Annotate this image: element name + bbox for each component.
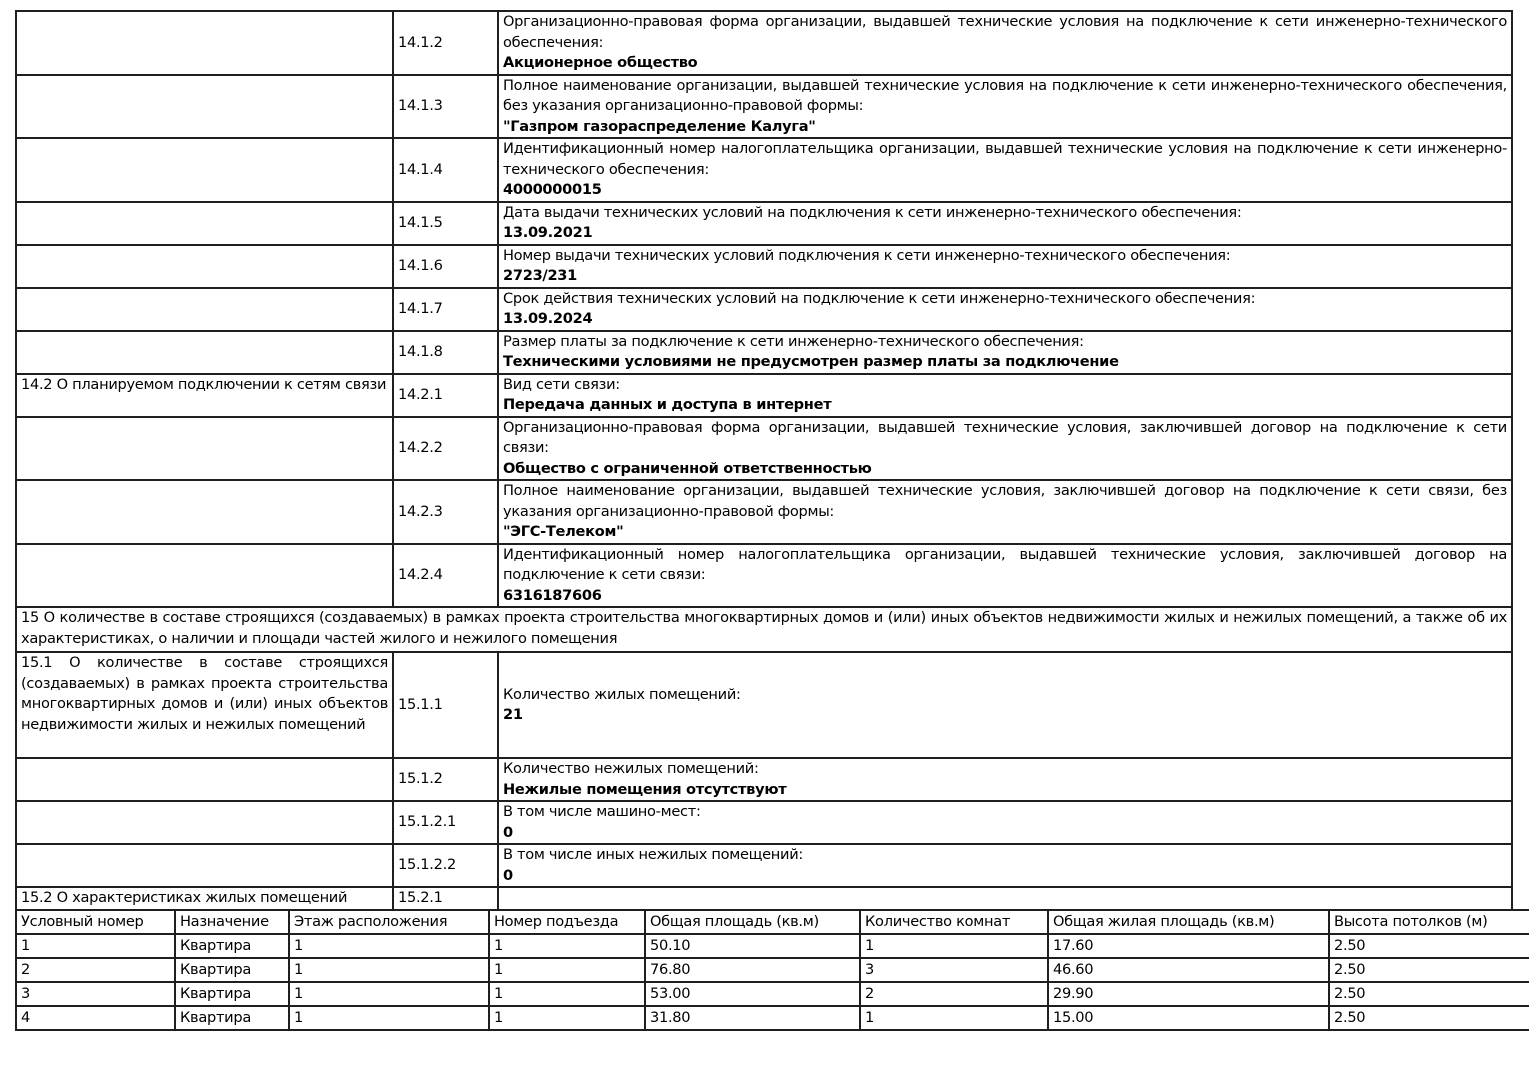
item-content (498, 288, 1512, 331)
column-header-purpose: Назначение (175, 910, 289, 934)
apartment-cell: Квартира (175, 958, 289, 982)
item-label: Вид сети связи: (503, 375, 620, 393)
item-code: 14.2.2 (393, 417, 498, 481)
item-value: Техническими условиями не предусмотрен размер платы за подключение (503, 353, 1119, 370)
item-value: Передача данных и доступа в интернет (503, 396, 832, 413)
section-cell (16, 417, 393, 481)
declaration-row-15-1-2 (16, 758, 1512, 801)
item-content (498, 544, 1512, 608)
section-cell (16, 75, 393, 139)
apartment-cell: 4 (16, 1006, 175, 1030)
item-code: 14.1.6 (393, 245, 498, 288)
item-label: Идентификационный номер налогоплательщика организации, выдавшей технические условия на подключение к сети инженерно-технического обеспечения: (503, 140, 1507, 178)
apartment-cell: 1 (489, 982, 645, 1006)
item-value: Нежилые помещения отсутствуют (503, 780, 787, 798)
apartment-row-1 (16, 934, 1529, 958)
column-header-rooms: Количество комнат (860, 910, 1048, 934)
item-content (498, 138, 1512, 202)
section-cell (16, 480, 393, 544)
apartment-cell: 1 (860, 934, 1048, 958)
item-label: Идентификационный номер налогоплательщика организации, выдавшей технические условия, заключившей договор на подключение к сети связи: (503, 545, 1507, 583)
apartment-cell: 3 (860, 958, 1048, 982)
apartment-row-2 (16, 958, 1529, 982)
section-cell: 15.2 О характеристиках жилых помещений (16, 887, 393, 910)
declaration-row-15-1-1 (16, 652, 1512, 758)
apartment-cell: 50.10 (645, 934, 860, 958)
apartment-cell: 2 (16, 958, 175, 982)
column-header-ceiling-height: Высота потолков (м) (1329, 910, 1529, 934)
item-code: 14.1.4 (393, 138, 498, 202)
section-cell (16, 245, 393, 288)
item-value: 21 (503, 706, 523, 723)
item-code: 14.2.4 (393, 544, 498, 608)
item-label: Полное наименование организации, выдавшей технические условия, заключившей договор на подключение к сети связи, без указания организационно-правовой формы: (503, 482, 1507, 520)
apartment-row-4 (16, 1006, 1529, 1030)
apartment-cell: 31.80 (645, 1006, 860, 1030)
apartment-cell: 1 (860, 1006, 1048, 1030)
apartment-cell: 2 (860, 982, 1048, 1006)
item-label: Размер платы за подключение к сети инженерно-технического обеспечения: (503, 332, 1084, 350)
declaration-row-14-1-5 (16, 202, 1512, 245)
item-code: 15.1.2.2 (393, 844, 498, 887)
apartment-cell: 1 (489, 934, 645, 958)
section-cell (16, 801, 393, 844)
item-content (498, 331, 1512, 374)
item-value: 2723/231 (503, 267, 578, 284)
item-value: "Газпром газораспределение Калуга" (503, 117, 816, 135)
apartment-cell: 1 (289, 958, 489, 982)
column-header-total-area: Общая площадь (кв.м) (645, 910, 860, 934)
item-content (498, 417, 1512, 481)
column-header-entrance: Номер подъезда (489, 910, 645, 934)
item-content (498, 202, 1512, 245)
item-content (498, 245, 1512, 288)
declaration-row-14-2-1 (16, 374, 1512, 417)
declaration-row-14-2-4 (16, 544, 1512, 608)
apartment-cell: 76.80 (645, 958, 860, 982)
item-content (498, 374, 1512, 417)
declaration-row-14-1-8 (16, 331, 1512, 374)
item-code: 14.2.3 (393, 480, 498, 544)
section-cell (16, 331, 393, 374)
section-cell: 15.1 О количестве в составе строящихся (создаваемых) в рамках проекта строительства многоквартирных домов и (или) иных объектов недвижимости жилых и нежилых помещений (16, 652, 393, 758)
declaration-row-14-1-4 (16, 138, 1512, 202)
apartment-cell: 2.50 (1329, 1006, 1529, 1030)
section-15-heading-row (16, 607, 1512, 652)
apartment-cell: 15.00 (1048, 1006, 1329, 1030)
declaration-row-15-2-1 (16, 887, 1512, 910)
apartment-cell: 53.00 (645, 982, 860, 1006)
item-value: 13.09.2024 (503, 310, 593, 327)
item-code: 14.1.5 (393, 202, 498, 245)
declaration-row-14-1-6 (16, 245, 1512, 288)
item-label: В том числе машино-мест: (503, 803, 701, 820)
section-15-heading: 15 О количестве в составе строящихся (создаваемых) в рамках проекта строительства многоквартирных домов и (или) иных объектов недвижимости жилых и нежилых помещений, а также об их характеристиках, о наличии и площади частей жилого и нежилого помещения (16, 607, 1512, 652)
apartment-cell: 2.50 (1329, 958, 1529, 982)
column-header-living-area: Общая жилая площадь (кв.м) (1048, 910, 1329, 934)
apartments-table (15, 909, 1529, 1031)
item-content (498, 75, 1512, 139)
declaration-row-14-1-2 (16, 11, 1512, 75)
apartment-cell: 46.60 (1048, 958, 1329, 982)
apartment-cell: 1 (289, 934, 489, 958)
item-label: Организационно-правовая форма организации, выдавшей технические условия, заключившей договор на подключение к сети связи: (503, 418, 1507, 456)
apartments-header-row (16, 910, 1529, 934)
declaration-row-14-1-3 (16, 75, 1512, 139)
item-content (498, 844, 1512, 887)
item-value: 4000000015 (503, 181, 602, 198)
apartment-cell: 2.50 (1329, 934, 1529, 958)
section-cell (16, 138, 393, 202)
item-label: Полное наименование организации, выдавшей технические условия на подключение к сети инженерно-технического обеспечения, без указания организационно-правовой формы: (503, 76, 1507, 114)
declaration-row-15-1-2-1 (16, 801, 1512, 844)
item-content (498, 887, 1512, 910)
item-code: 14.1.8 (393, 331, 498, 374)
item-label: Количество жилых помещений: (503, 685, 741, 703)
declaration-row-14-2-3 (16, 480, 1512, 544)
item-label: Номер выдачи технических условий подключения к сети инженерно-технического обеспечения: (503, 246, 1231, 264)
apartment-cell: 1 (16, 934, 175, 958)
item-code: 15.2.1 (393, 887, 498, 910)
section-cell (16, 544, 393, 608)
declaration-row-15-1-2-2 (16, 844, 1512, 887)
item-label: Количество нежилых помещений: (503, 760, 759, 777)
apartment-cell: 17.60 (1048, 934, 1329, 958)
declaration-row-14-2-2 (16, 417, 1512, 481)
item-label: Организационно-правовая форма организации, выдавшей технические условия на подключение к сети инженерно-технического обеспечения: (503, 13, 1507, 51)
item-content (498, 11, 1512, 75)
item-value: 0 (503, 866, 513, 884)
apartment-cell: 2.50 (1329, 982, 1529, 1006)
item-value: 0 (503, 823, 513, 841)
section-cell (16, 288, 393, 331)
section-cell (16, 758, 393, 801)
declaration-row-14-1-7 (16, 288, 1512, 331)
apartment-row-3 (16, 982, 1529, 1006)
section-cell (16, 844, 393, 887)
item-value: Акционерное общество (503, 54, 698, 71)
item-code: 15.1.2 (393, 758, 498, 801)
column-header-floor: Этаж расположения (289, 910, 489, 934)
apartment-cell: 1 (489, 1006, 645, 1030)
item-content (498, 758, 1512, 801)
apartment-cell: 3 (16, 982, 175, 1006)
item-code: 14.1.7 (393, 288, 498, 331)
item-value: Общество с ограниченной ответственностью (503, 459, 872, 477)
item-code: 15.1.1 (393, 652, 498, 758)
item-code: 15.1.2.1 (393, 801, 498, 844)
apartment-cell: Квартира (175, 934, 289, 958)
apartment-cell: 1 (289, 1006, 489, 1030)
item-label: Дата выдачи технических условий на подключения к сети инженерно-технического обеспечения: (503, 203, 1242, 221)
item-label: Срок действия технических условий на подключение к сети инженерно-технического обеспечения: (503, 289, 1256, 307)
apartment-cell: Квартира (175, 982, 289, 1006)
item-value: 6316187606 (503, 586, 602, 604)
column-header-unit-number: Условный номер (16, 910, 175, 934)
item-code: 14.2.1 (393, 374, 498, 417)
declaration-table (15, 10, 1513, 911)
item-content (498, 652, 1512, 758)
item-value: "ЭГС-Телеком" (503, 523, 624, 540)
apartment-cell: Квартира (175, 1006, 289, 1030)
item-code: 14.1.3 (393, 75, 498, 139)
item-label: В том числе иных нежилых помещений: (503, 846, 804, 863)
item-content (498, 801, 1512, 844)
item-value: 13.09.2021 (503, 224, 593, 241)
apartment-cell: 29.90 (1048, 982, 1329, 1006)
section-cell (16, 202, 393, 245)
item-content (498, 480, 1512, 544)
item-code: 14.1.2 (393, 11, 498, 75)
apartment-cell: 1 (489, 958, 645, 982)
section-cell: 14.2 О планируемом подключении к сетям связи (16, 374, 393, 417)
apartment-cell: 1 (289, 982, 489, 1006)
section-cell (16, 11, 393, 75)
